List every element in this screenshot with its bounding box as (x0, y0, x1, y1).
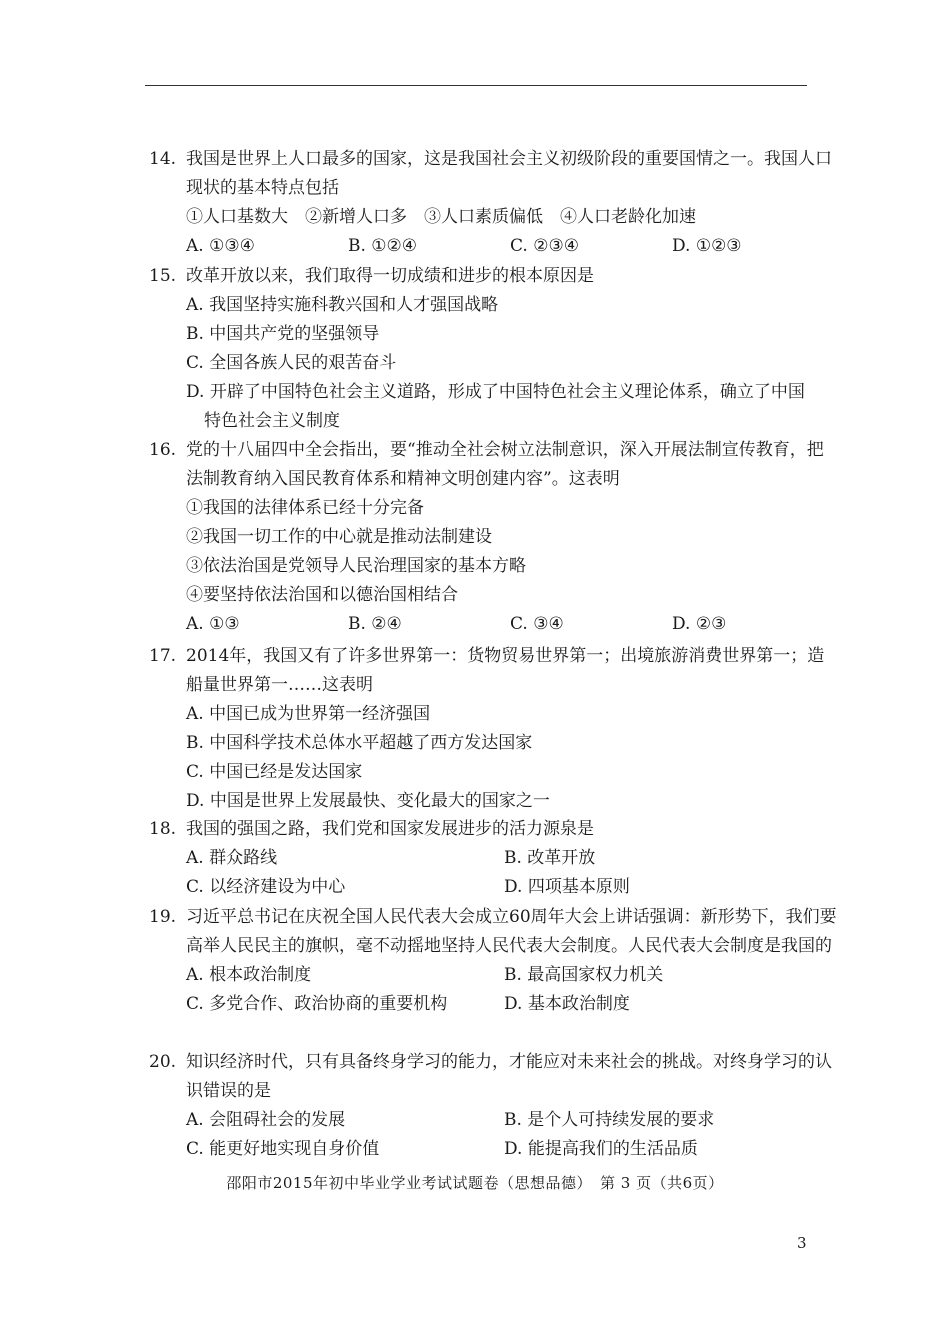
option-d[interactable]: D. 能提高我们的生活品质 (504, 1139, 698, 1159)
question-number: 19. (149, 907, 177, 927)
options-row (149, 232, 839, 261)
option-d[interactable]: D. 开辟了中国特色社会主义道路，形成了中国特色社会主义理论体系，确立了中国 (186, 382, 805, 402)
question-stem: 我国的强国之路，我们党和国家发展进步的活力源泉是 (186, 819, 594, 839)
option-b[interactable]: B. 是个人可持续发展的要求 (504, 1110, 715, 1130)
statement-4: ④要坚持依法治国和以德治国相结合 (186, 585, 458, 605)
option-d-continued: 特色社会主义制度 (204, 411, 340, 431)
option-d[interactable]: D. 中国是世界上发展最快、变化最大的国家之一 (186, 791, 550, 811)
option-d[interactable]: D. 基本政治制度 (504, 994, 630, 1014)
option-b[interactable]: B. ①②④ (348, 236, 418, 256)
statement-2: ②我国一切工作的中心就是推动法制建设 (186, 527, 492, 547)
option-b[interactable]: B. 中国科学技术总体水平超越了西方发达国家 (186, 733, 533, 753)
option-b[interactable]: B. 改革开放 (504, 848, 596, 868)
page-footer: 邵阳市2015年初中毕业学业考试试题卷（思想品德） 第 3 页（共6页） (226, 1174, 724, 1192)
options-row (149, 1135, 839, 1164)
option-c[interactable]: C. 以经济建设为中心 (186, 877, 346, 897)
options-row (149, 961, 839, 990)
question-number: 20. (149, 1052, 177, 1072)
question-stem: 知识经济时代，只有具备终身学习的能力，才能应对未来社会的挑战。对终身学习的认识错误的是 (186, 1052, 832, 1101)
option-a[interactable]: A. 群众路线 (186, 848, 278, 868)
options-row (149, 990, 839, 1019)
option-b[interactable]: B. ②④ (348, 614, 402, 634)
question-stem: 改革开放以来，我们取得一切成绩和进步的根本原因是 (186, 266, 594, 286)
question-number: 14. (149, 149, 177, 169)
question-18 (149, 815, 839, 902)
question-number: 16. (149, 440, 177, 460)
option-c[interactable]: C. 中国已经是发达国家 (186, 762, 363, 782)
statement-3: ③依法治国是党领导人民治理国家的基本方略 (186, 556, 526, 576)
question-number: 18. (149, 819, 177, 839)
question-17 (149, 642, 839, 816)
question-16 (149, 436, 839, 639)
options-row (149, 873, 839, 902)
question-15 (149, 262, 839, 436)
option-b[interactable]: B. 最高国家权力机关 (504, 965, 664, 985)
question-number: 17. (149, 646, 177, 666)
option-b[interactable]: B. 中国共产党的坚强领导 (186, 324, 380, 344)
option-c[interactable]: C. 多党合作、政治协商的重要机构 (186, 994, 448, 1014)
option-d[interactable]: D. ①②③ (672, 236, 742, 256)
option-a[interactable]: A. ①③④ (186, 236, 255, 256)
option-c[interactable]: C. ③④ (510, 614, 564, 634)
option-c[interactable]: C. ②③④ (510, 236, 579, 256)
question-stem: 2014年，我国又有了许多世界第一：货物贸易世界第一；出境旅游消费世界第一；造船量世界第一……这表明 (186, 646, 825, 695)
options-row (149, 1106, 839, 1135)
option-a[interactable]: A. 会阻碍社会的发展 (186, 1110, 346, 1130)
statement-1: ①我国的法律体系已经十分完备 (186, 498, 424, 518)
option-c[interactable]: C. 全国各族人民的艰苦奋斗 (186, 353, 397, 373)
option-a[interactable]: A. 根本政治制度 (186, 965, 312, 985)
option-a[interactable]: A. ①③ (186, 614, 240, 634)
option-d[interactable]: D. ②③ (672, 614, 727, 634)
option-c[interactable]: C. 能更好地实现自身价值 (186, 1139, 380, 1159)
question-number: 15. (149, 266, 177, 286)
question-14 (149, 145, 839, 261)
question-19 (149, 903, 839, 1019)
options-row (149, 610, 839, 639)
question-stem: 习近平总书记在庆祝全国人民代表大会成立60周年大会上讲话强调：新形势下，我们要高举人民民主的旗帜，毫不动摇地坚持人民代表大会制度。人民代表大会制度是我国的 (186, 907, 837, 956)
option-a[interactable]: A. 我国坚持实施科教兴国和人才强国战略 (186, 295, 499, 315)
question-20 (149, 1048, 839, 1164)
question-stem: 党的十八届四中全会指出，要“推动全社会树立法制意识，深入开展法制宣传教育，把法制教育纳入国民教育体系和精神文明创建内容”。这表明 (186, 440, 824, 489)
statement: ①人口基数大 ②新增人口多 ③人口素质偏低 ④人口老龄化加速 (186, 207, 696, 227)
header-rule (145, 85, 807, 86)
option-a[interactable]: A. 中国已成为世界第一经济强国 (186, 704, 431, 724)
page-number: 3 (797, 1234, 807, 1252)
options-row (149, 844, 839, 873)
question-stem: 我国是世界上人口最多的国家，这是我国社会主义初级阶段的重要国情之一。我国人口现状的基本特点包括 (186, 149, 832, 198)
option-d[interactable]: D. 四项基本原则 (504, 877, 630, 897)
